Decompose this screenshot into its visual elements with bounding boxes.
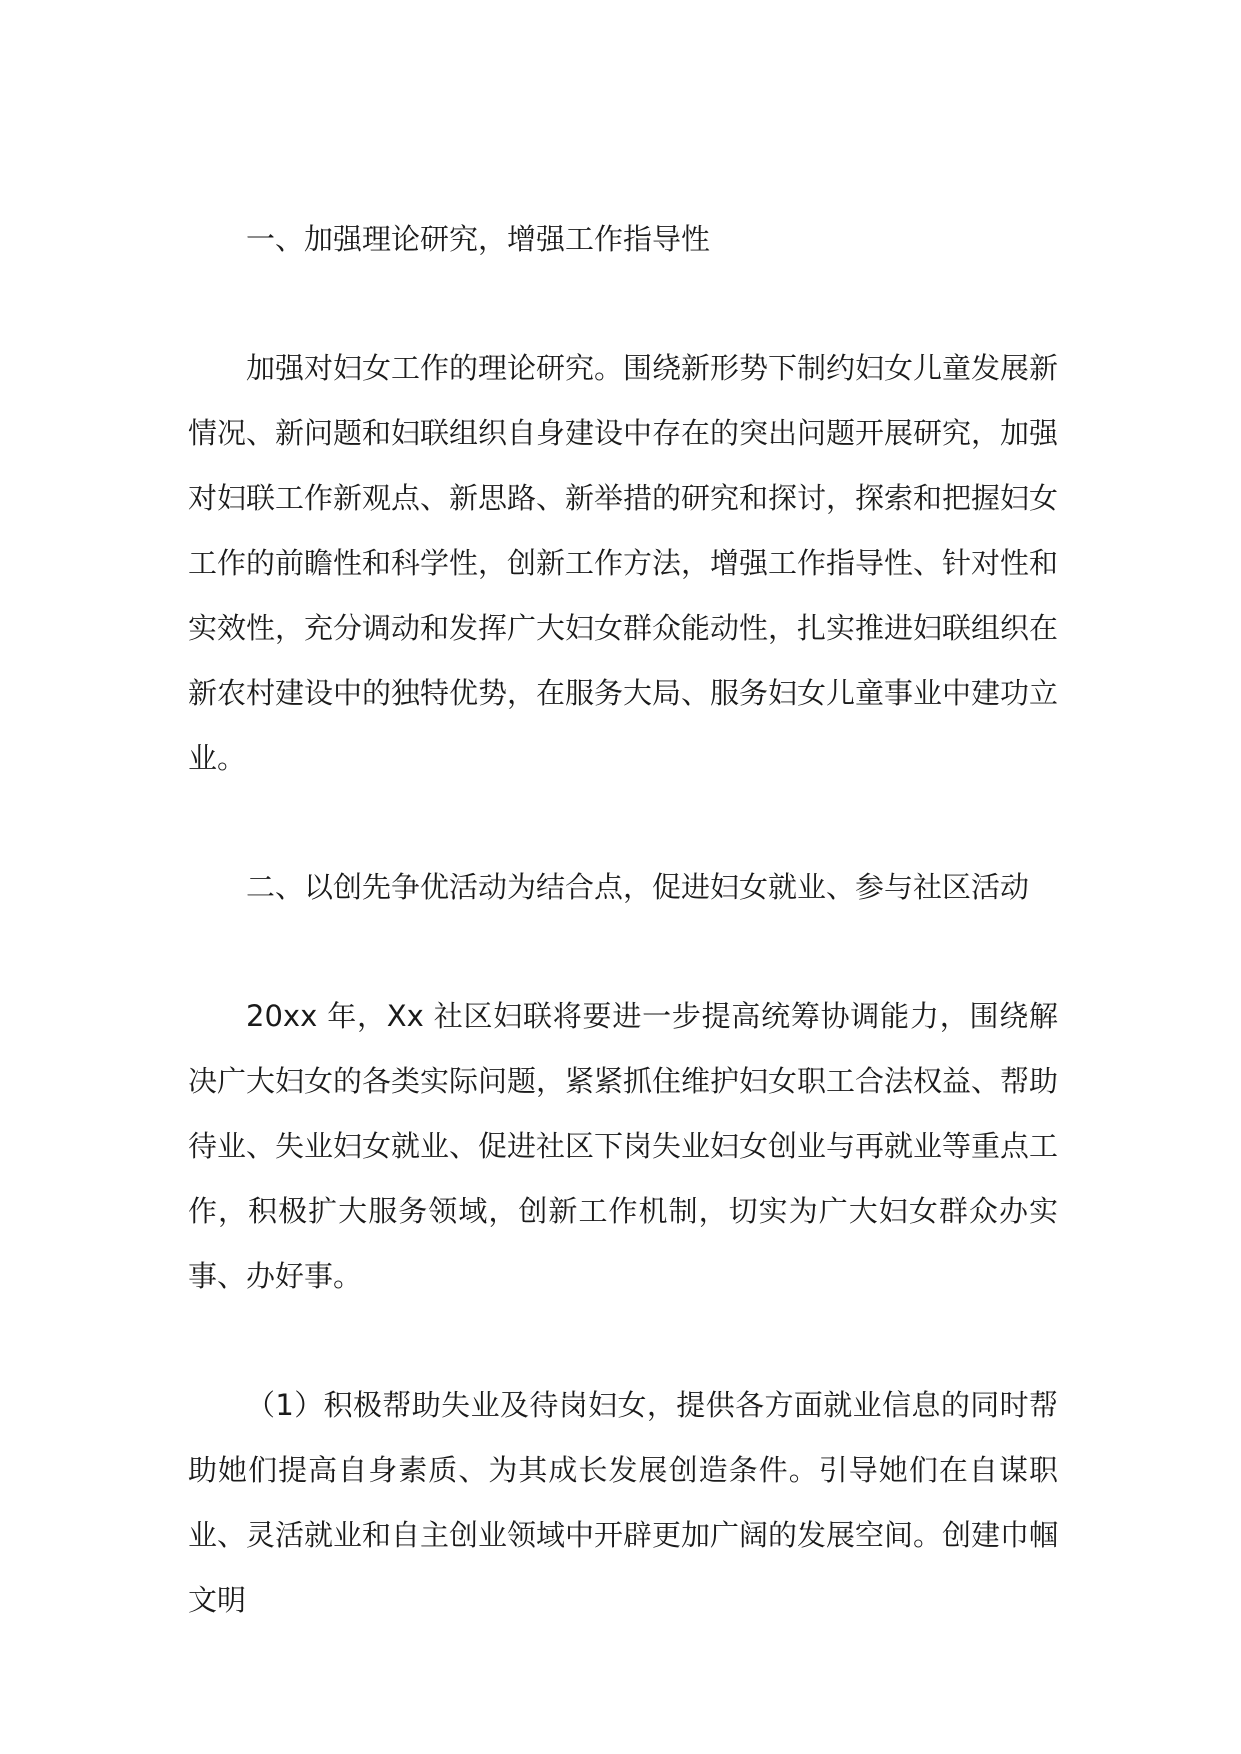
- section-heading-2: 二、以创先争优活动为结合点，促进妇女就业、参与社区活动: [246, 870, 1030, 904]
- document-page: [188, 224, 1058, 1697]
- section-heading-1: 一、加强理论研究，增强工作指导性: [246, 222, 711, 256]
- section-2-paragraph-1: 20xx 年，Xx 社区妇联将要进一步提高统筹协调能力，围绕解决广大妇女的各类实际问题，紧紧抓住维护妇女职工合法权益、帮助待业、失业妇女就业、促进社区下岗失业妇女创业与再就业等重点工作，积极扩大服务领域，创新工作机制，切实为广大妇女群众办实事、办好事。: [188, 999, 1059, 1293]
- section-1-paragraph-1: 加强对妇女工作的理论研究。围绕新形势下制约妇女儿童发展新情况、新问题和妇联组织自身建设中存在的突出问题开展研究，加强对妇联工作新观点、新思路、新举措的研究和探讨，探索和把握妇女工作的前瞻性和科学性，创新工作方法，增强工作指导性、针对性和实效性，充分调动和发挥广大妇女群众能动性，扎实推进妇联组织在新农村建设中的独特优势，在服务大局、服务妇女儿童事业中建功立业。: [188, 351, 1059, 775]
- section-2-paragraph-2: （1）积极帮助失业及待岗妇女，提供各方面就业信息的同时帮助她们提高自身素质、为其成长发展创造条件。引导她们在自谋职业、灵活就业和自主创业领域中开辟更加广阔的发展空间。创建巾帼文明: [188, 1388, 1059, 1617]
